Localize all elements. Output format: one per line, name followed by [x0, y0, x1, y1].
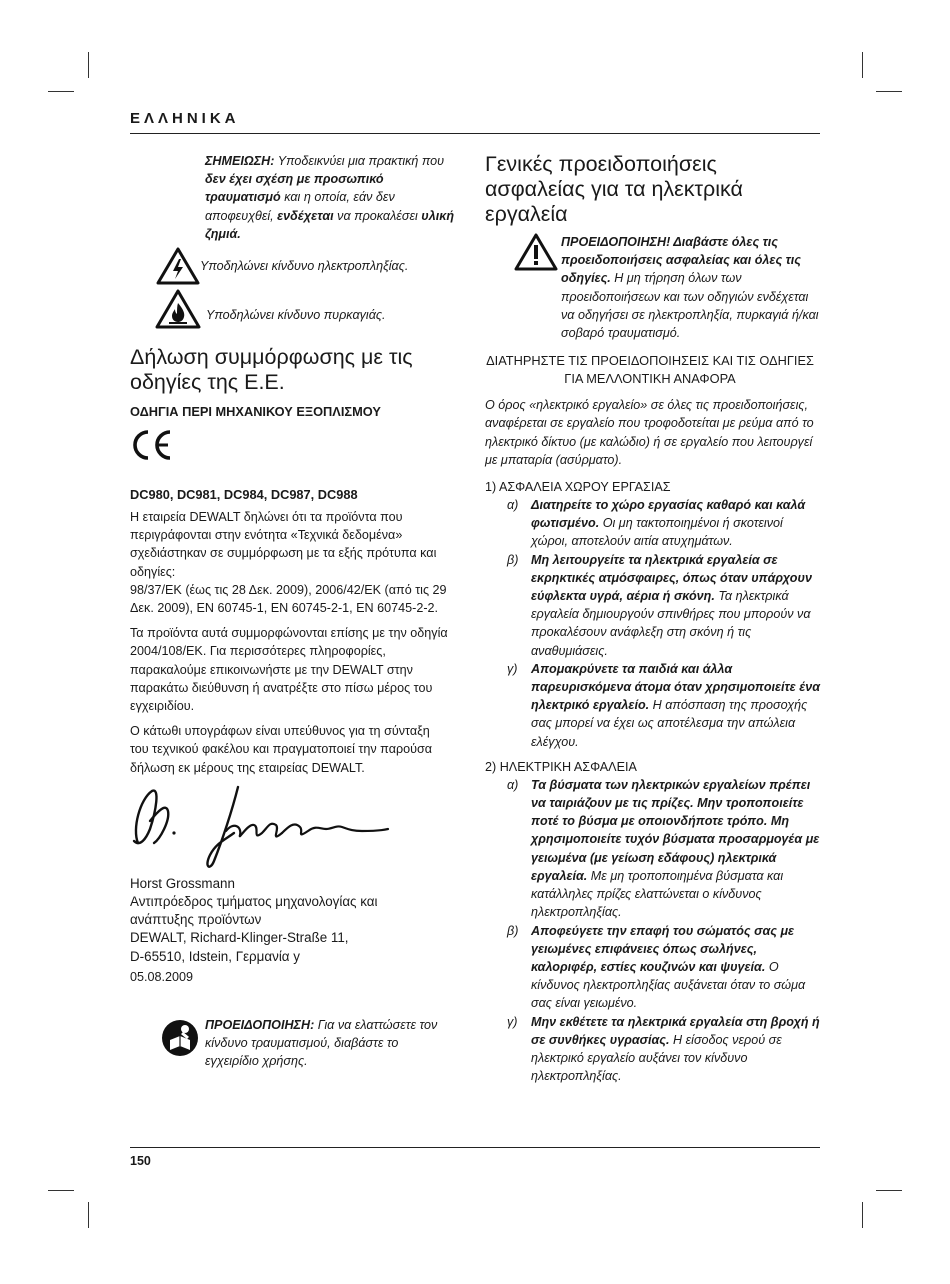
list-item-bold: Μην εκθέτετε τα ηλεκτρικά εργαλεία στη βροχή ή σε συνθήκες υγρασίας. — [531, 1014, 820, 1047]
declaration-date: 05.08.2009 — [130, 969, 194, 984]
crop-mark — [88, 52, 89, 78]
list-item-text — [531, 496, 823, 551]
manual-warning-row — [130, 1016, 465, 1071]
list-item-body: Η απόσπαση της προσοχής σας μπορεί να έχει ως αποτέλεσμα την απώλεια ελέγχου. — [531, 698, 808, 749]
section2-list — [485, 776, 823, 1085]
address-line-1: DEWALT, Richard-Klinger-Straße 11, — [130, 930, 349, 946]
note-text: Υποδεικνύει μια πρακτική που — [274, 154, 445, 168]
electric-shock-warning-icon — [156, 247, 200, 285]
address-line-2: D-65510, Idstein, Γερμανία y — [130, 948, 300, 964]
list-item — [485, 776, 823, 922]
list-item-body: Η είσοδος νερού σε ηλεκτρικό εργαλείο αυξάνει τον κίνδυνο ηλεκτροπληξίας. — [531, 1032, 782, 1084]
signature-image — [130, 781, 400, 873]
note-text: και η οποία, εάν δεν αποφευχθεί, — [205, 190, 395, 223]
read-manual-icon — [160, 1018, 200, 1058]
list-item-label: γ) — [507, 661, 518, 676]
list-item-label: β) — [507, 552, 519, 567]
manual-warning-label: ΠΡΟΕΙΔΟΠΟΙΗΣΗ: — [205, 1018, 315, 1033]
models-line: DC980, DC981, DC984, DC987, DC988 — [130, 487, 358, 503]
manual-warning-text — [205, 1016, 455, 1071]
machinery-directive-heading: ΟΔΗΓΙΑ ΠΕΡΙ ΜΗΧΑΝΙΚΟΥ ΕΞΟΠΛΙΣΜΟΥ — [130, 404, 381, 420]
page-number: 150 — [130, 1154, 151, 1168]
note-bold: δεν έχει σχέση με προσωπικό τραυματισμό — [205, 172, 384, 205]
list-item-text — [531, 551, 823, 660]
list-item-bold: Απομακρύνετε τα παιδιά και άλλα παρευρισκόμενα άτομα όταν χρησιμοποιείτε ένα ηλεκτρικό εργαλείο. — [531, 661, 821, 713]
crop-mark — [48, 1190, 74, 1191]
declaration-standards: 98/37/ΕΚ (έως τις 28 Δεκ. 2009), 2006/42/ΕΚ (από τις 29 Δεκ. 2009), EN 60745-1, EN 60745-2-1, EN 60745-2-2. — [130, 582, 447, 616]
list-item-text — [531, 776, 823, 922]
fire-warning-icon — [155, 289, 201, 329]
list-item-text — [531, 922, 823, 1013]
crop-mark — [876, 91, 902, 92]
signer-title: Αντιπρόεδρος τμήματος μηχανολογίας και ανάπτυξης προϊόντων — [130, 894, 378, 928]
note-label: ΣΗΜΕΙΩΣΗ: — [205, 154, 275, 168]
general-warning-body: Η μη τήρηση όλων των προειδοποιήσεων και των οδηγιών ενδέχεται να οδηγήσει σε ηλεκτροπληξία, πυρκαγιά ή/και σοβαρό τραυματισμό. — [561, 271, 819, 341]
electric-warning-text: Υποδηλώνει κίνδυνο ηλεκτροπληξίας. — [200, 259, 409, 274]
list-item-label: γ) — [507, 1014, 518, 1029]
declaration-paragraph: Η εταιρεία DEWALT δηλώνει ότι τα προϊόντα που περιγράφονται στην ενότητα «Τεχνικά δεδομένα» σχεδιάστηκαν σε συμμόρφωση με τα εξής πρότυπα και οδηγίες: — [130, 510, 437, 579]
section1-list — [485, 496, 823, 751]
list-item — [485, 496, 823, 551]
language-header: ΕΛΛΗΝΙΚΑ — [130, 110, 240, 127]
fire-warning-row — [130, 289, 465, 329]
general-warning-row — [485, 233, 823, 342]
list-item — [485, 922, 823, 1013]
section2-heading: 2) ΗΛΕΚΤΡΙΚΗ ΑΣΦΑΛΕΙΑ — [485, 759, 637, 774]
list-item-body: Με μη τροποποιημένα βύσματα και κατάλληλες πρίζες ελαττώνεται ο κίνδυνος ηλεκτροπληξίας. — [531, 868, 784, 920]
list-item-label: β) — [507, 923, 519, 938]
term-definition: Ο όρος «ηλεκτρικό εργαλείο» σε όλες τις προειδοποιήσεις, αναφέρεται σε εργαλείο που τροφοδοτείται με ρεύμα από το ηλεκτρικό δίκτυο (με καλώδιο) ή σε εργαλείο που λειτουργεί με μπαταρία (ασύρματο). — [485, 398, 814, 467]
emc-paragraph: Τα προϊόντα αυτά συμμορφώνονται επίσης με την οδηγία 2004/108/ΕΚ. Για περισσότερες πληροφορίες, παρακαλούμε επικοινωνήστε με την DEWALT στην παρακάτω διεύθυνση ή ανατρέξτε στο πίσω μέρος του εγχειριδίου. — [130, 626, 448, 714]
electric-warning-row — [130, 247, 465, 285]
fire-warning-text: Υποδηλώνει κίνδυνο πυρκαγιάς. — [206, 308, 386, 323]
list-item-label: α) — [507, 777, 519, 792]
manual-warning-body: Για να ελαττώσετε τον κίνδυνο τραυματισμού, διαβάστε το εγχειρίδιο χρήσης. — [205, 1018, 438, 1069]
crop-mark — [876, 1190, 902, 1191]
left-column — [130, 152, 465, 1071]
safety-warnings-title: Γενικές προειδοποιήσεις ασφαλείας για τα ηλεκτρικά εργαλεία — [485, 152, 743, 226]
crop-mark — [862, 52, 863, 78]
note-bold: υλική ζημιά. — [205, 208, 455, 241]
list-item-bold: Τα βύσματα των ηλεκτρικών εργαλείων πρέπει να ταιριάζουν με τις πρίζες. Μην τροποποιείτε ποτέ το βύσμα με οποιονδήποτε τρόπο. Μη χρησιμοποιείτε τυχόν βύσματα προσαρμογέα με γειωμένα (με γείωση εδάφους) ηλεκτρικά εργαλεία. — [531, 777, 820, 883]
list-item-text — [531, 1013, 823, 1086]
crop-mark — [48, 91, 74, 92]
list-item-bold: Διατηρείτε το χώρο εργασίας καθαρό και καλά φωτισμένο. — [531, 498, 806, 531]
footer-rule — [130, 1147, 820, 1148]
list-item-body: Οι μη τακτοποιημένοι ή σκοτεινοί χώροι, αποτελούν αιτία ατυχημάτων. — [531, 516, 783, 549]
list-item-body: Ο κίνδυνος ηλεκτροπληξίας αυξάνεται όταν το σώμα σας είναι γειωμένο. — [531, 959, 806, 1011]
note-bold: ενδέχεται — [277, 208, 334, 223]
responsibility-paragraph: Ο κάτωθι υπογράφων είναι υπεύθυνος για τη σύνταξη του τεχνικού φακέλου και πραγματοποιεί την παρούσα δήλωση εκ μέρους της εταιρείας DEWALT. — [130, 724, 433, 775]
ce-mark-logo — [130, 428, 465, 464]
crop-mark — [862, 1202, 863, 1228]
declaration-title: Δήλωση συμμόρφωσης με τις οδηγίες της Ε.Ε. — [130, 345, 413, 395]
list-item — [485, 660, 823, 751]
warning-triangle-icon — [514, 233, 558, 271]
list-item-bold: Αποφεύγετε την επαφή του σώματός σας με γειωμένες επιφάνειες όπως σωλήνες, καλοριφέρ, εστίες κουζινών και ψυγεία. — [531, 923, 795, 974]
note-text: να προκαλέσει — [333, 208, 422, 223]
list-item-bold: Μη λειτουργείτε τα ηλεκτρικά εργαλεία σε εκρηκτικές ατμόσφαιρες, όπως όταν υπάρχουν εύφλεκτα υγρά, αέρια ή σκόνη. — [531, 552, 812, 604]
crop-mark — [88, 1202, 89, 1228]
general-warning-text — [561, 233, 823, 342]
ce-mark-icon — [130, 428, 174, 462]
list-item-body: Τα ηλεκτρικά εργαλεία δημιουργούν σπινθήρες που μπορούν να προκαλέσουν ανάφλεξη στη σκόνη ή τις αναθυμιάσεις. — [531, 589, 811, 658]
list-item-text — [531, 660, 823, 751]
keep-instructions-heading: ΔΙΑΤΗΡΗΣΤΕ ΤΙΣ ΠΡΟΕΙΔΟΠΟΙΗΣΕΙΣ ΚΑΙ ΤΙΣ ΟΔΗΓΙΕΣ ΓΙΑ ΜΕΛΛΟΝΤΙΚΗ ΑΝΑΦΟΡΑ — [486, 353, 814, 387]
list-item — [485, 551, 823, 660]
note-paragraph — [205, 152, 455, 243]
list-item — [485, 1013, 823, 1086]
right-column — [485, 152, 823, 1085]
list-item-label: α) — [507, 498, 519, 513]
general-warning-bold: ΠΡΟΕΙΔΟΠΟΙΗΣΗ! Διαβάστε όλες τις προειδοποιήσεις ασφαλείας και όλες τις οδηγίες. — [561, 235, 802, 286]
section1-heading: 1) ΑΣΦΑΛΕΙΑ ΧΩΡΟΥ ΕΡΓΑΣΙΑΣ — [485, 480, 671, 495]
signer-name: Horst Grossmann — [130, 875, 235, 891]
header-rule — [130, 133, 820, 134]
